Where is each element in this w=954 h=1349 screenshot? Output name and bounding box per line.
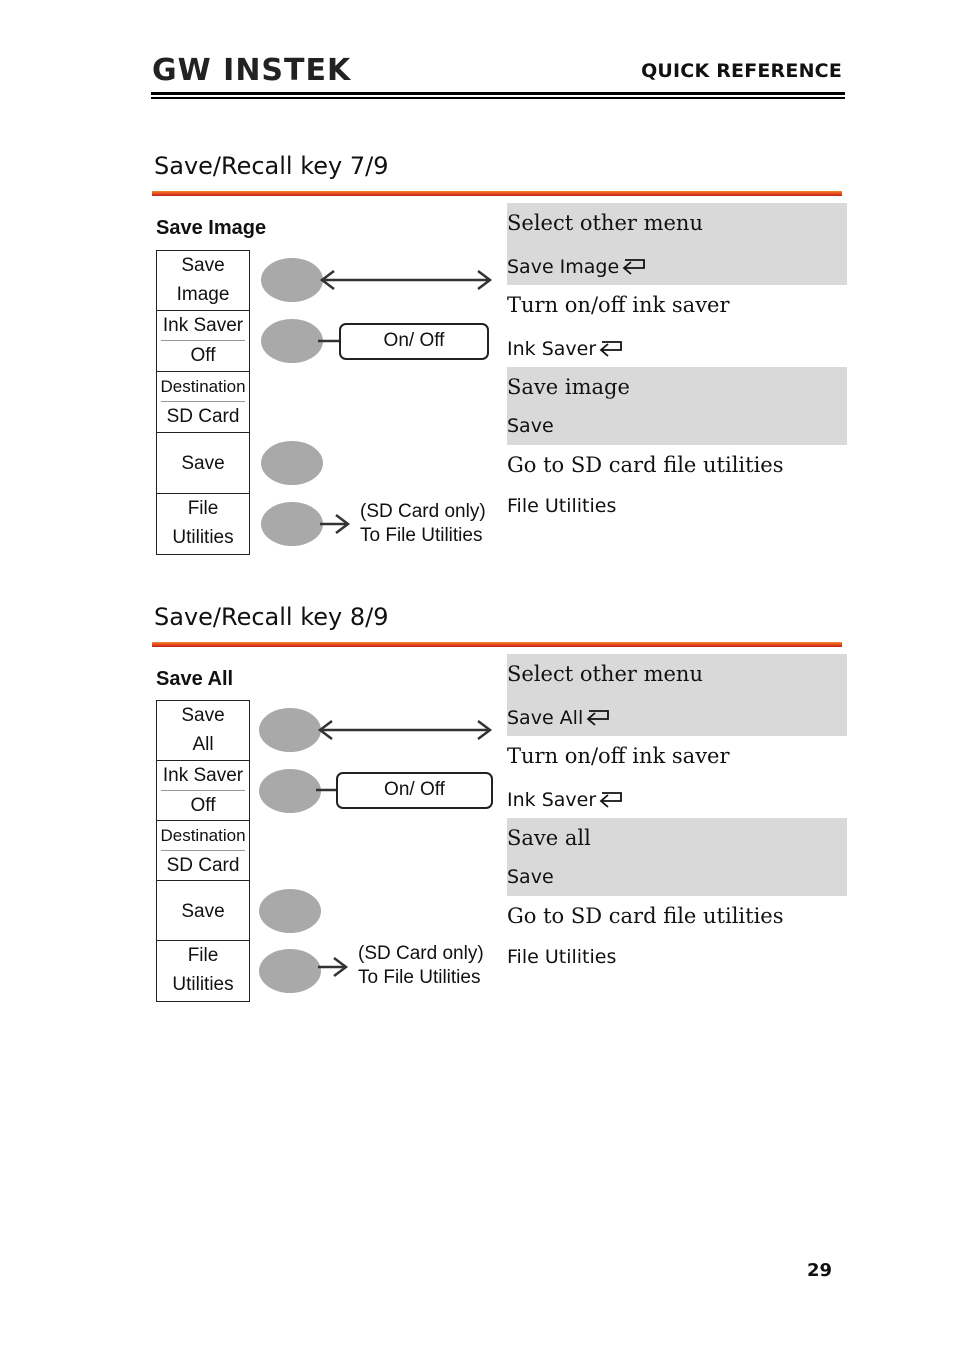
description-row: [507, 736, 847, 818]
softkey-file-utilities[interactable]: [156, 940, 250, 1002]
section-bar: [152, 642, 842, 647]
bezel-button-1[interactable]: [259, 708, 321, 752]
softkey-label: Image: [176, 284, 230, 305]
description-row: [507, 654, 847, 736]
sd-card-note: [360, 500, 486, 548]
key-label-text: Save Image: [507, 256, 620, 278]
key-label: File Utilities: [507, 495, 617, 517]
menu-title: Save All: [156, 668, 234, 690]
sd-card-note: [358, 942, 484, 990]
softkey-file-utilities[interactable]: [156, 493, 250, 555]
key-label: [507, 255, 647, 278]
key-label: Save: [507, 866, 554, 888]
description-text: Turn on/off ink saver: [507, 293, 730, 317]
softkey-label: Utilities: [172, 527, 234, 548]
softkey-label: File: [187, 945, 219, 966]
description-row: [507, 367, 847, 445]
note-line: (SD Card only): [358, 943, 484, 964]
softkey-value: Off: [190, 345, 216, 366]
description-text: Select other menu: [507, 662, 703, 686]
section-title: Save/Recall key 8/9: [154, 603, 389, 631]
key-label: Save: [507, 415, 554, 437]
key-label-text: Save All: [507, 707, 584, 729]
header-rule-thin: [151, 97, 845, 99]
softkey-label: Save: [181, 705, 225, 726]
key-label-text: Ink Saver: [507, 338, 597, 360]
softkey-destination[interactable]: [156, 820, 250, 881]
description-text: Go to SD card file utilities: [507, 453, 784, 477]
softkey-label: Save: [181, 255, 225, 276]
description-text: Turn on/off ink saver: [507, 744, 730, 768]
note-line: To File Utilities: [360, 525, 483, 546]
softkey-ink-saver[interactable]: [156, 310, 250, 372]
bezel-button-1[interactable]: [261, 258, 323, 302]
section-label: QUICK REFERENCE: [641, 60, 842, 82]
softkey-label: Ink Saver: [162, 765, 244, 786]
softkey-label: Save: [181, 901, 225, 922]
softkey-save[interactable]: [156, 432, 250, 494]
note-line: To File Utilities: [358, 967, 481, 988]
menu-title: Save Image: [156, 217, 267, 239]
return-icon: [585, 706, 611, 726]
key-label: File Utilities: [507, 946, 617, 968]
softkey-label: All: [192, 734, 214, 755]
return-icon: [598, 788, 624, 808]
bezel-button-4[interactable]: [259, 889, 321, 933]
description-row: [507, 896, 847, 978]
gw-instek-logo: [152, 52, 352, 88]
double-arrow-icon: [318, 268, 494, 292]
softkey-value: SD Card: [166, 855, 240, 876]
return-icon: [598, 337, 624, 357]
key-label-text: Ink Saver: [507, 789, 597, 811]
key-label: [507, 788, 624, 811]
description-text: Select other menu: [507, 211, 703, 235]
softkey-label: Utilities: [172, 974, 234, 995]
softkey-destination[interactable]: [156, 371, 250, 433]
softkey-save[interactable]: [156, 880, 250, 941]
bezel-button-5[interactable]: [261, 502, 323, 546]
description-row: [507, 203, 847, 285]
key-label: [507, 706, 611, 729]
section-title: Save/Recall key 7/9: [154, 152, 389, 180]
description-text: Save all: [507, 826, 591, 850]
description-row: [507, 445, 847, 527]
description-text: Go to SD card file utilities: [507, 904, 784, 928]
header-rule: [151, 92, 845, 95]
arrow-right-icon: [320, 512, 352, 536]
arrow-right-icon: [318, 955, 350, 979]
bezel-button-5[interactable]: [259, 949, 321, 993]
description-row: [507, 818, 847, 896]
page-number: 29: [806, 1260, 832, 1281]
description-text: Save image: [507, 375, 630, 399]
on-off-toggle[interactable]: On/ Off: [336, 772, 493, 809]
on-off-toggle[interactable]: On/ Off: [339, 323, 489, 360]
note-line: (SD Card only): [360, 501, 486, 522]
softkey-value: SD Card: [166, 406, 240, 427]
softkey-ink-saver[interactable]: [156, 760, 250, 821]
softkey-label: Ink Saver: [162, 315, 244, 336]
softkey-value: Off: [190, 795, 216, 816]
section-bar: [152, 191, 842, 196]
bezel-button-2[interactable]: [259, 769, 321, 813]
return-icon: [621, 255, 647, 275]
description-row: [507, 285, 847, 367]
brand-text: GW INSTEK: [152, 53, 352, 88]
key-label: [507, 337, 624, 360]
softkey-label: Destination: [160, 377, 246, 396]
softkey-label: Destination: [160, 826, 246, 845]
softkey-label: Save: [181, 453, 225, 474]
softkey-save-all[interactable]: [156, 700, 250, 761]
softkey-label: File: [187, 498, 219, 519]
bezel-button-2[interactable]: [261, 319, 323, 363]
softkey-save-image[interactable]: [156, 250, 250, 311]
double-arrow-icon: [316, 718, 494, 742]
bezel-button-4[interactable]: [261, 441, 323, 485]
